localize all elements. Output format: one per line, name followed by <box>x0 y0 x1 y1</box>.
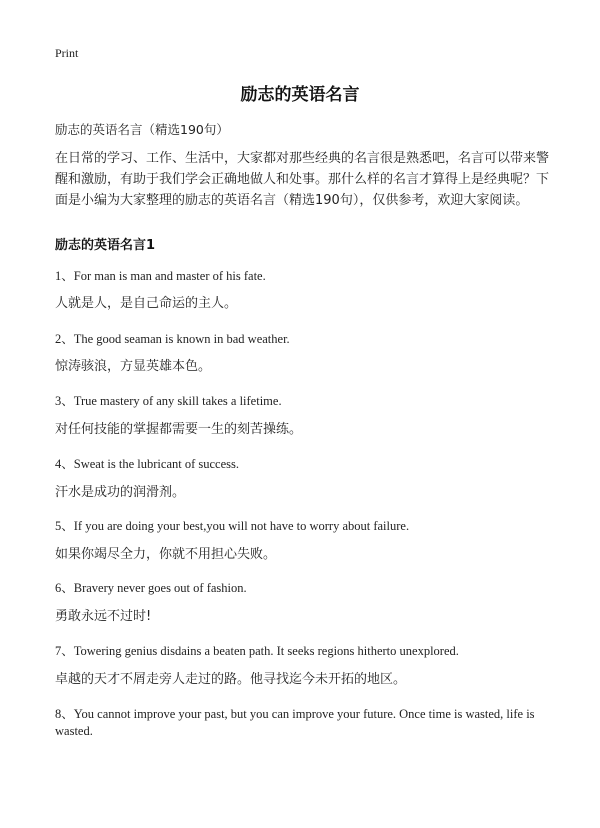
intro-paragraph: 在日常的学习、工作、生活中，大家都对那些经典的名言很是熟悉吧，名言可以带来警醒和激励，有助于我们学会正确地做人和处事。那什么样的名言才算得上是经典呢？下面是小编为大家整理的励志的英语名言（精选190句），仅供参考，欢迎大家阅读。 <box>55 151 550 208</box>
quote-chinese: 人就是人，是自己命运的主人。 <box>55 296 238 311</box>
quote-english: 1、For man is man and master of his fate. <box>55 269 266 283</box>
quote-english: 4、Sweat is the lubricant of success. <box>55 457 239 471</box>
quote-chinese: 汗水是成功的润滑剂。 <box>55 485 186 500</box>
quote-english: 8、You cannot improve your past, but you can improve your future. Once time is wasted, life is wasted. <box>55 707 535 738</box>
quote-chinese: 如果你竭尽全力，你就不用担心失败。 <box>55 547 277 562</box>
quote-english: 2、The good seaman is known in bad weather. <box>55 332 290 346</box>
article-subtitle: 励志的英语名言（精选190句） <box>55 122 229 137</box>
print-link[interactable]: Print <box>55 46 79 60</box>
section-heading: 励志的英语名言1 <box>55 238 156 253</box>
quote-chinese: 卓越的天才不屑走旁人走过的路。他寻找迄今未开拓的地区。 <box>55 672 407 687</box>
quote-chinese: 勇敢永远不过时! <box>55 609 152 624</box>
quote-english: 7、Towering genius disdains a beaten path. It seeks regions hitherto unexplored. <box>55 644 459 658</box>
quote-english: 5、If you are doing your best,you will not have to worry about failure. <box>55 519 410 533</box>
quote-chinese: 对任何技能的掌握都需要一生的刻苦操练。 <box>55 422 303 437</box>
quote-chinese: 惊涛骇浪，方显英雄本色。 <box>55 359 212 374</box>
quote-english: 3、True mastery of any skill takes a lifetime. <box>55 394 282 408</box>
page-title: 励志的英语名言 <box>240 85 360 105</box>
quote-english: 6、Bravery never goes out of fashion. <box>55 581 247 595</box>
